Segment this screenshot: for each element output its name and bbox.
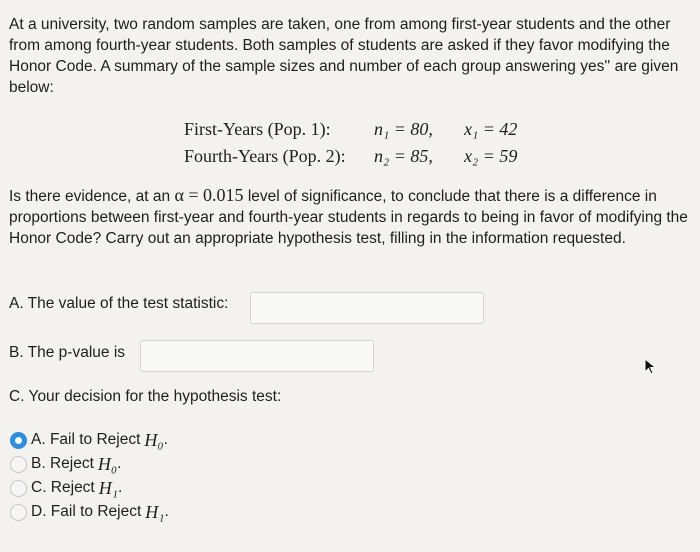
option-label: C. Reject [31,479,95,496]
sample-size: n₁ = 80, [374,119,433,139]
question-text [9,185,693,249]
p-value-label: B. The p-value is [9,344,126,361]
significance-level: α = 0.015 [174,185,244,205]
population-label: Fourth-Years (Pop. 2): [184,146,346,166]
hypothesis-symbol: H₁ [145,501,165,522]
option-suffix: . [117,455,122,472]
option-reject-h1[interactable] [10,476,169,500]
sample-summary [184,116,517,170]
radio-button[interactable] [10,504,27,521]
option-label: D. Fail to Reject [31,503,142,520]
population-label: First-Years (Pop. 1): [184,119,331,139]
problem-intro: At a university, two random samples are taken, one from among first-year students and the other from among fourth-year students. Both samples of students are asked if they favor modifying the Honor Code. A summary of the sample sizes and number of each group answering yes'' are given below: [9,16,679,96]
question-after: level of significance, to conclude that there is a difference in proportions between first-year and fourth-year students in regards to being in favor of modifying the Honor Code? Carry out an appropriate hypothesis test, filling in the information requested. [9,188,688,247]
decision-options [10,428,169,524]
p-value-input[interactable] [140,340,374,372]
summary-row-first-years [184,116,517,143]
radio-button[interactable] [10,480,27,497]
option-reject-h0[interactable] [10,452,169,476]
option-label: A. Fail to Reject [31,431,141,448]
option-fail-to-reject-h0[interactable] [10,428,169,452]
option-suffix: . [118,479,123,496]
hypothesis-symbol: H₀ [144,429,164,450]
yes-count: x₂ = 59 [464,146,518,166]
option-fail-to-reject-h1[interactable] [10,500,169,524]
radio-button[interactable] [10,456,27,473]
decision-label: C. Your decision for the hypothesis test: [9,388,282,405]
question-before: Is there evidence, at an [9,188,175,205]
test-statistic-input[interactable] [250,292,484,324]
radio-button[interactable] [10,432,27,449]
option-label: B. Reject [31,455,94,472]
mouse-pointer-icon [644,358,658,381]
sample-size: n₂ = 85, [374,146,433,166]
test-statistic-label: A. The value of the test statistic: [9,295,229,312]
hypothesis-symbol: H₁ [98,477,119,498]
option-suffix: . [164,503,169,520]
option-suffix: . [163,431,168,448]
summary-row-fourth-years [184,143,517,170]
yes-count: x₁ = 42 [464,119,518,139]
hypothesis-symbol: H₀ [97,453,118,474]
